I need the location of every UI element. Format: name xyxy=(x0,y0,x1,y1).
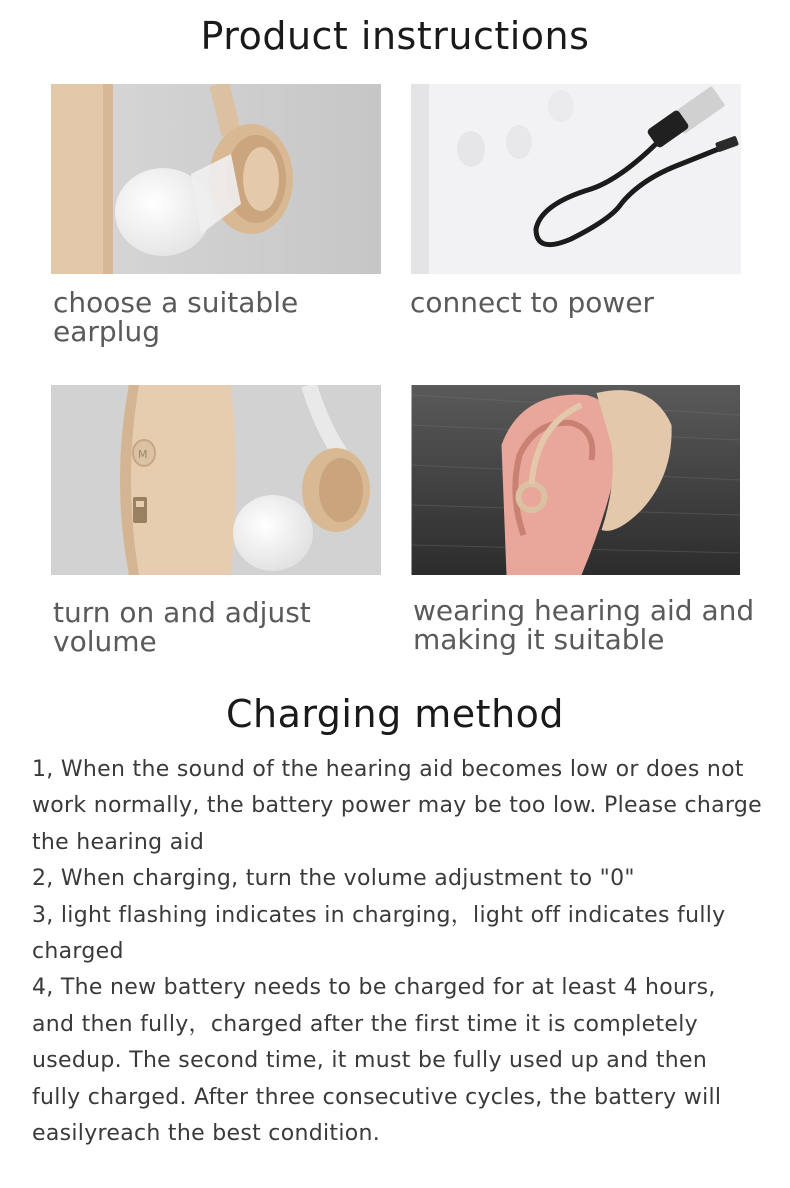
step-1-caption: choose a suitable earplug xyxy=(53,286,299,348)
volume-control-image xyxy=(51,385,381,575)
earplug-photo xyxy=(51,84,381,274)
charging-method-title: Charging method xyxy=(225,692,565,736)
charging-cable-photo xyxy=(411,84,741,274)
step-2-caption: connect to power xyxy=(410,286,655,319)
charging-step-2: 2, When charging, turn the volume adjustment to "0" xyxy=(32,866,635,892)
charging-step-4: 4, The new battery needs to be charged for at least 4 hours, and then fully，charged after the first time it is completely usedup. The second time, it must be fully used up and then fully charged. After three consecutive cycles, the battery will easilyreach the best condition. xyxy=(32,975,722,1147)
earplug-image xyxy=(51,84,381,274)
svg-text:M: M xyxy=(138,448,148,461)
usb-cable-image xyxy=(411,84,741,274)
charging-step-3: 3, light flashing indicates in charging，light off indicates fully charged xyxy=(32,902,726,965)
charging-steps xyxy=(32,752,762,1152)
ear-wearing-image xyxy=(411,385,740,575)
volume-control-photo xyxy=(51,385,381,575)
product-instructions-title: Product instructions xyxy=(200,14,590,58)
step-3-caption: turn on and adjust volume xyxy=(53,596,311,658)
charging-step-1: 1, When the sound of the hearing aid becomes low or does not work normally, the battery power may be too low. Please charge the hearing aid xyxy=(32,757,762,855)
step-4-caption: wearing hearing aid and making it suitable xyxy=(413,594,755,656)
worn-hearing-aid-photo xyxy=(411,385,740,575)
